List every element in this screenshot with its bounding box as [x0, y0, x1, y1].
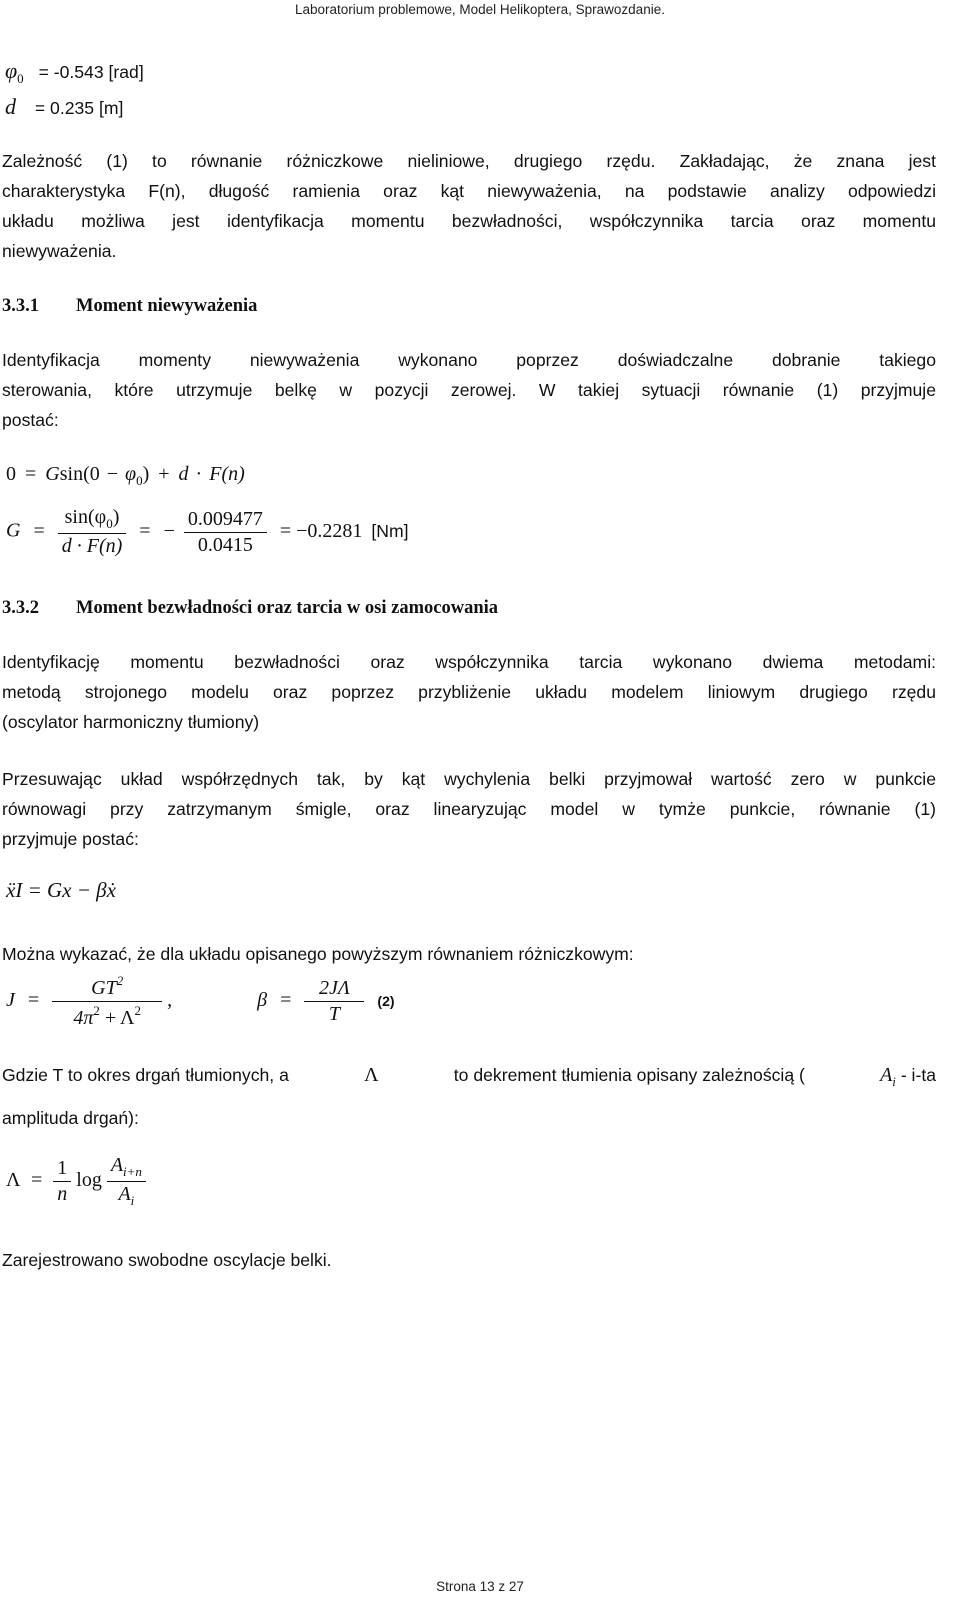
param-phi0: $\varphi_0 = -0.543$ [rad] [5, 58, 144, 86]
page-header: Laboratorium problemowe, Model Helikoptera, Sprawozdanie. [295, 2, 665, 17]
intro-paragraph: Zależność (1) to równanie różniczkowe nieliniowe, drugiego rzędu. Zakładając, że znana jest charakterystyka F(n), długość ramienia oraz kąt niewyważenia, na podstawie analizy odpowiedzi układu możliwa jest identyfikacja momentu bezwładności, współczynnika tarcia oraz momentu niewyważenia. [2, 151, 936, 261]
equation-balance: $0 = Gsin(0 - \varphi_0) + d \cdot F(n)$ [6, 463, 245, 488]
fraction-beta: $\frac{2J\Lambda}{T}$ [304, 977, 364, 1026]
fraction-J: $\frac{GT^2}{4\pi^2 + \Lambda^2}$ [52, 973, 162, 1030]
fraction-G-numeric: $\frac{0.009477}{0.0415}$ [184, 508, 267, 557]
equation-linear-model: ẍI = Gx − βẋ [6, 878, 116, 902]
section2-paragraph-3: Można wykazać, że dla układu opisanego powyższym równaniem różniczkowym: [2, 944, 634, 964]
fraction-amplitudes: $\frac{A_{i+n}}{A_i}$ [107, 1154, 146, 1209]
section2-paragraph-1: Identyfikację momentu bezwładności oraz współczynnika tarcia wykonano dwiema metodami: metodą strojonego modelu oraz poprzez przybliżenie układu modelem liniowym drugiego rzędu (oscylator harmoniczny tłumiony) [2, 652, 936, 732]
equation-G: G = $\frac{\sin(\varphi_0)}{d \cdot F(n)}$ = − $\frac{0.009477}{0.0415}$ = −0.2281 [Nm] [6, 506, 409, 557]
page-footer: Strona 13 z 27 [436, 1579, 524, 1594]
section1-paragraph: Identyfikacja momenty niewyważenia wykonano poprzez doświadczalne dobranie takiego sterowania, które utrzymuje belkę w pozycji zerowej. W takiej sytuacji równanie (1) przyjmuje postać: [2, 350, 936, 430]
section-heading-3-3-1: 3.3.1 Moment niewyważenia [2, 296, 258, 316]
param-d: d = 0.235 [m] [5, 94, 124, 119]
section2-paragraph-2: Przesuwając układ współrzędnych tak, by kąt wychylenia belki przyjmował wartość zero w punkcie równowagi przy zatrzymanym śmigle, oraz linearyzując model w tymże punkcie, równanie (1) przyjmuje postać: [2, 769, 936, 849]
section2-paragraph-5: Zarejestrowano swobodne oscylacje belki. [2, 1250, 332, 1270]
fraction-G-symbolic: $\frac{\sin(\varphi_0)}{d \cdot F(n)}$ [58, 506, 127, 558]
section2-paragraph-4: Gdzie T to okres drgań tłumionych, a Λ to dekrement tłumienia opisany zależnością ( $A_i - i-ta$ amplituda drgań): [2, 1064, 936, 1128]
equation-lambda: Λ = $\frac{1}{n}$ log $\frac{A_{i+n}}{A_i}$ [6, 1154, 146, 1209]
equation-J-beta: J = $\frac{GT^2}{4\pi^2 + \Lambda^2}$ , β = $\frac{2J\Lambda}{T}$ (2) [6, 973, 395, 1029]
section-heading-3-3-2: 3.3.2 Moment bezwładności oraz tarcia w osi zamocowania [2, 598, 499, 618]
fraction-one-over-n: $\frac{1}{n}$ [53, 1157, 71, 1206]
